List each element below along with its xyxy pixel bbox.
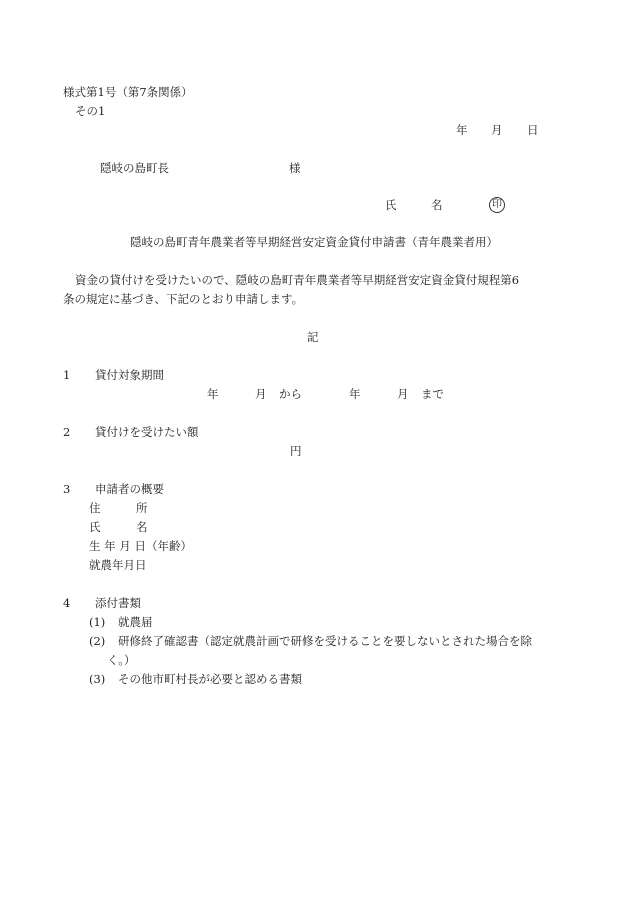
section-1-number: 1 xyxy=(63,368,71,382)
period-from-year: 年 xyxy=(207,387,219,401)
applicant-name-label-1: 氏 xyxy=(385,198,397,212)
date-day: 日 xyxy=(527,123,539,137)
amount-unit: 円 xyxy=(290,444,302,458)
applicant-name-label-2: 名 xyxy=(431,198,443,212)
section-4-number: 4 xyxy=(63,596,71,610)
ki-heading: 記 xyxy=(307,330,319,344)
attachment-3-text: その他市町村長が必要と認める書類 xyxy=(118,672,302,686)
addressee-name: 隠岐の島町長 xyxy=(100,161,169,175)
form-sub-number: その1 xyxy=(75,104,106,118)
attachment-3-number: (3) xyxy=(89,672,106,686)
date-year: 年 xyxy=(456,123,468,137)
field-address-label-a: 住 xyxy=(89,501,101,515)
period-to-word: まで xyxy=(421,387,444,401)
intro-line-2: 条の規定に基づき、下記のとおり申請します。 xyxy=(63,292,304,306)
section-3-heading: 申請者の概要 xyxy=(95,482,164,496)
field-name-label-b: 名 xyxy=(136,520,148,534)
section-3-number: 3 xyxy=(63,482,71,496)
field-name-label-a: 氏 xyxy=(89,520,101,534)
date-month: 月 xyxy=(491,123,503,137)
period-from-word: から xyxy=(279,387,302,401)
document-title: 隠岐の島町青年農業者等早期経営安定資金貸付申請書（青年農業者用） xyxy=(130,235,498,249)
field-address-label-b: 所 xyxy=(136,501,148,515)
addressee-honorific: 様 xyxy=(289,161,301,175)
period-to-month: 月 xyxy=(397,387,409,401)
seal-icon: 印 xyxy=(489,197,505,213)
attachment-1-number: (1) xyxy=(89,615,106,629)
intro-line-1: 資金の貸付けを受けたいので、隠岐の島町青年農業者等早期経営安定資金貸付規程第6 xyxy=(75,273,520,287)
seal-mark xyxy=(489,197,505,213)
form-number: 様式第1号（第7条関係） xyxy=(63,85,193,99)
period-from-month: 月 xyxy=(255,387,267,401)
period-to-year: 年 xyxy=(349,387,361,401)
section-2-number: 2 xyxy=(63,425,71,439)
attachment-2-text: 研修終了確認書（認定就農計画で研修を受けることを要しないとされた場合を除 xyxy=(118,634,532,648)
attachment-2-continuation: く。） xyxy=(107,653,136,667)
section-1-heading: 貸付対象期間 xyxy=(95,368,164,382)
field-birthdate-label: 生 年 月 日（年齢） xyxy=(89,539,192,553)
field-farming-start-label: 就農年月日 xyxy=(89,558,147,572)
section-2-heading: 貸付けを受けたい額 xyxy=(95,425,199,439)
attachment-1-text: 就農届 xyxy=(118,615,153,629)
attachment-2-number: (2) xyxy=(89,634,106,648)
section-4-heading: 添付書類 xyxy=(95,596,141,610)
